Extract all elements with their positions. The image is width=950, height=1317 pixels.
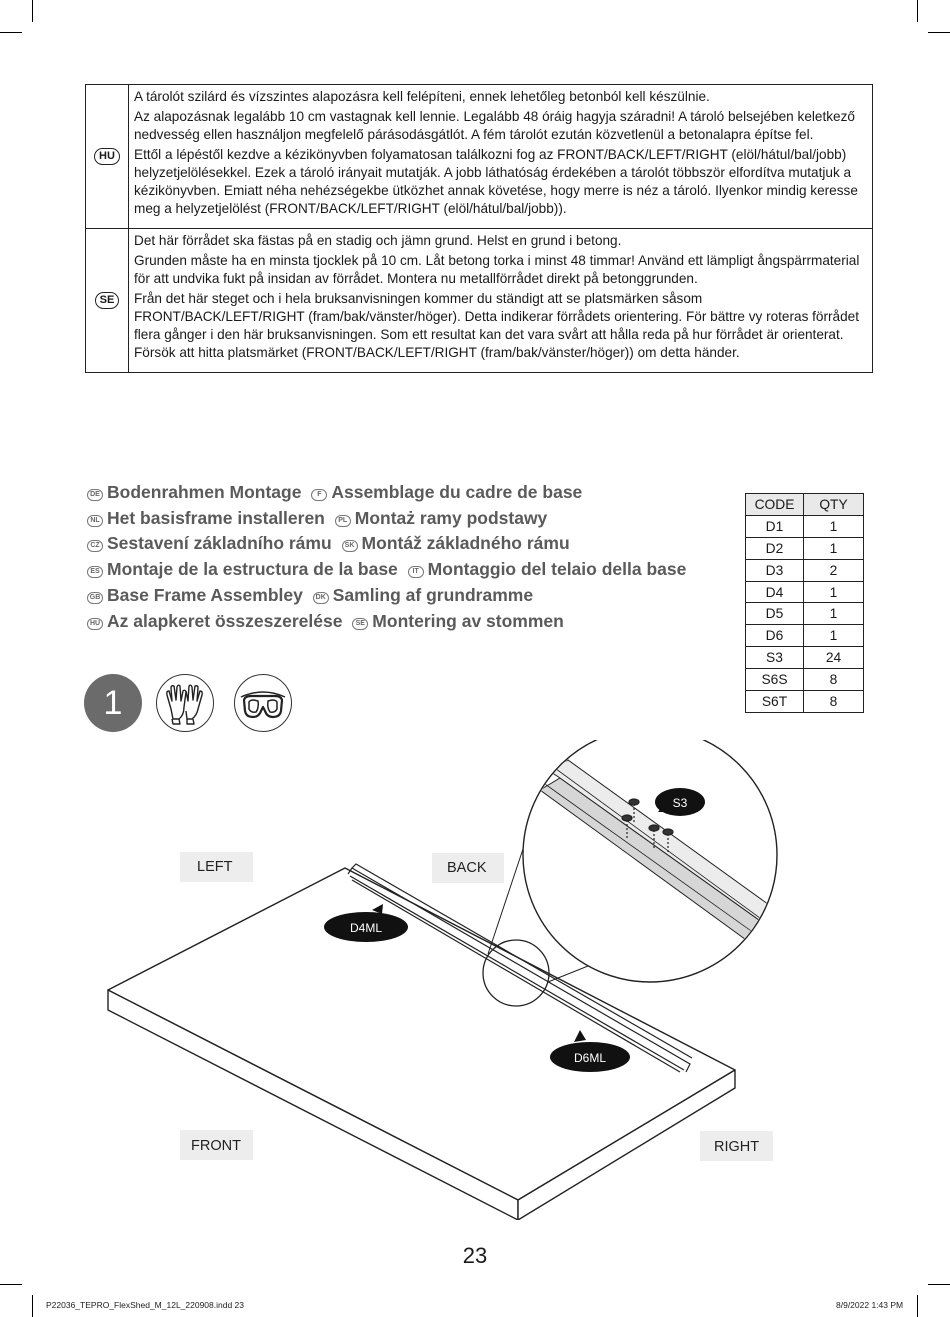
- instruction-paragraph: Ettől a lépéstől kezdve a kézikönyvben folyamatosan találkozni fog az FRONT/BACK/LEFT/RIGHT (elöl/hátul/bal/jobb) helyzetjelölésekkel. Ezek a tároló irányait mutatják. A jobb láthatóság érdekében a tárolót többször elfordítva mutatjuk a kézikönyvben. Emiatt néha nehézségekbe ütközhet annak követése, hogy merre is néz a tároló. Ilyenkor mindig keresse meg a helyzetjelölést (FRONT/BACK/LEFT/RIGHT (elöl/hátul/bal/jobb)).: [134, 146, 858, 217]
- language-cell: [86, 229, 129, 372]
- title-line: [87, 506, 727, 532]
- language-badge: DE: [87, 489, 103, 501]
- language-badge: F: [311, 489, 327, 501]
- table-row: [746, 691, 864, 713]
- instruction-paragraph: A tárolót szilárd és vízszintes alapozásra kell felépíteni, ennek lehetőleg betonból kell készülnie.: [134, 89, 710, 104]
- part-qty: 24: [804, 647, 864, 669]
- callout-s3: [655, 788, 705, 816]
- title-text: Assemblage du cadre de base: [331, 482, 583, 502]
- part-code: S3: [746, 647, 804, 669]
- part-qty: 2: [804, 559, 864, 581]
- title-text: Montaggio del telaio della base: [427, 559, 687, 580]
- detail-circle-large: [523, 740, 790, 982]
- instruction-paragraph: Från det här steget och i hela bruksanvisningen kommer du ständigt att se platsmärken såsom FRONT/BACK/LEFT/RIGHT (fram/bak/vänster/höger). Detta indikerar förrådets orientering. För bättre vy roteras förrådet flera gånger i den här bruksanvisningen. Som ett resultat kan det vara svårt att hålla reda på hur förrådet är orienterat. Försök att hitta platsmärket (FRONT/BACK/LEFT/RIGHT (fram/bak/vänster/höger)) om detta händer.: [134, 290, 859, 361]
- table-row: [746, 603, 864, 625]
- language-badge: NL: [87, 515, 103, 527]
- header-code: CODE: [746, 494, 804, 516]
- part-code: D2: [746, 537, 804, 559]
- part-qty: 1: [804, 603, 864, 625]
- part-qty: 1: [804, 625, 864, 647]
- table-row: [746, 559, 864, 581]
- parts-table: [745, 493, 864, 713]
- title-text: Az alapkeret összeszerelése: [107, 610, 343, 631]
- step-number: 1: [84, 674, 142, 732]
- part-code: D6: [746, 625, 804, 647]
- base-frame-illustration: [0, 740, 950, 1220]
- part-qty: 8: [804, 669, 864, 691]
- crop-mark: [917, 0, 918, 22]
- callout-d6ml-text: D6ML: [573, 1051, 607, 1065]
- crop-mark: [32, 0, 33, 22]
- title-text: Samling af grundramme: [332, 584, 534, 605]
- header-qty: QTY: [804, 494, 864, 516]
- callout-d4ml-text: D4ML: [349, 921, 383, 935]
- table-row: [746, 647, 864, 669]
- table-row: [746, 537, 864, 559]
- language-badge: SE: [352, 618, 368, 630]
- footer-file: P22036_TEPRO_FlexShed_M_12L_220908.indd 23: [46, 1300, 245, 1310]
- language-badge: CZ: [87, 540, 103, 552]
- instruction-paragraph: Az alapozásnak legalább 10 cm vastagnak kell lennie. Legalább 48 óráig hagyja száradni! A tároló belsejében keletkező nedvesség ellen használjon megfelelő párásodásgátlót. A fém tárolót ezután közvetlenül a betonalapra építse fel.: [134, 108, 855, 142]
- crop-mark: [0, 32, 22, 33]
- language-badge: PL: [335, 515, 351, 527]
- instruction-text: [129, 229, 872, 372]
- label-right: RIGHT: [714, 1139, 760, 1155]
- part-code: D3: [746, 559, 804, 581]
- title-line: [87, 609, 727, 635]
- language-badge: GB: [87, 592, 103, 604]
- title-line: [87, 583, 727, 609]
- section-titles: [87, 480, 727, 634]
- title-text: Montering av stommen: [372, 610, 564, 631]
- title-text: Base Frame Assembley: [107, 584, 303, 605]
- crop-mark: [928, 1284, 950, 1285]
- parts-header-row: [746, 494, 864, 516]
- page-number: 23: [462, 1243, 488, 1268]
- footer-datetime: 8/9/2022 1:43 PM: [836, 1300, 904, 1310]
- instruction-row-se: [86, 228, 872, 372]
- title-text: Montaje de la estructura de la base: [107, 559, 398, 580]
- title-text: Bodenrahmen Montage: [107, 482, 302, 502]
- instruction-paragraph: Det här förrådet ska fästas på en stadig och jämn grund. Helst en grund i betong.: [134, 232, 622, 248]
- gloves-icon: [156, 674, 214, 732]
- language-badge: IT: [408, 566, 424, 578]
- instruction-paragraph: Grunden måste ha en minsta tjocklek på 10 cm. Låt betong torka i minst 48 timmar! Använd ett lämpligt ångspärrmaterial för att undvika fukt på insidan av förrådet. Montera nu metallförrådet direkt på betonggrunden.: [134, 252, 860, 286]
- label-back: BACK: [447, 860, 487, 876]
- crop-mark: [928, 32, 950, 33]
- language-badge: ES: [87, 566, 103, 578]
- part-code: S6S: [746, 669, 804, 691]
- label-left: LEFT: [197, 859, 233, 875]
- title-line: [87, 531, 727, 557]
- title-text: Het basisframe installeren: [107, 507, 325, 528]
- language-badge: SE: [95, 292, 120, 309]
- language-badge: HU: [87, 618, 103, 630]
- language-badge: DK: [313, 592, 329, 604]
- title-line: [87, 557, 727, 583]
- title-text: Sestavení základního rámu: [107, 533, 332, 554]
- language-badge: HU: [94, 148, 120, 165]
- table-row: [746, 669, 864, 691]
- crop-mark: [0, 1284, 22, 1285]
- goggles-icon: [234, 674, 292, 732]
- part-code: D1: [746, 515, 804, 537]
- part-code: D4: [746, 581, 804, 603]
- instruction-text: [129, 85, 872, 228]
- language-cell: [86, 85, 129, 228]
- crop-mark: [32, 1295, 33, 1317]
- part-qty: 1: [804, 515, 864, 537]
- instruction-row-hu: [86, 85, 872, 228]
- title-text: Montáž základného rámu: [361, 533, 570, 554]
- title-line: [87, 480, 727, 506]
- table-row: [746, 581, 864, 603]
- callout-s3-text: S3: [672, 796, 688, 810]
- table-row: [746, 515, 864, 537]
- crop-mark: [917, 1295, 918, 1317]
- label-front: FRONT: [191, 1138, 241, 1154]
- table-row: [746, 625, 864, 647]
- language-badge: SK: [342, 540, 358, 552]
- part-qty: 1: [804, 581, 864, 603]
- part-code: S6T: [746, 691, 804, 713]
- part-qty: 1: [804, 537, 864, 559]
- part-qty: 8: [804, 691, 864, 713]
- title-text: Montaż ramy podstawy: [354, 507, 548, 528]
- part-code: D5: [746, 603, 804, 625]
- instruction-table: [85, 84, 873, 373]
